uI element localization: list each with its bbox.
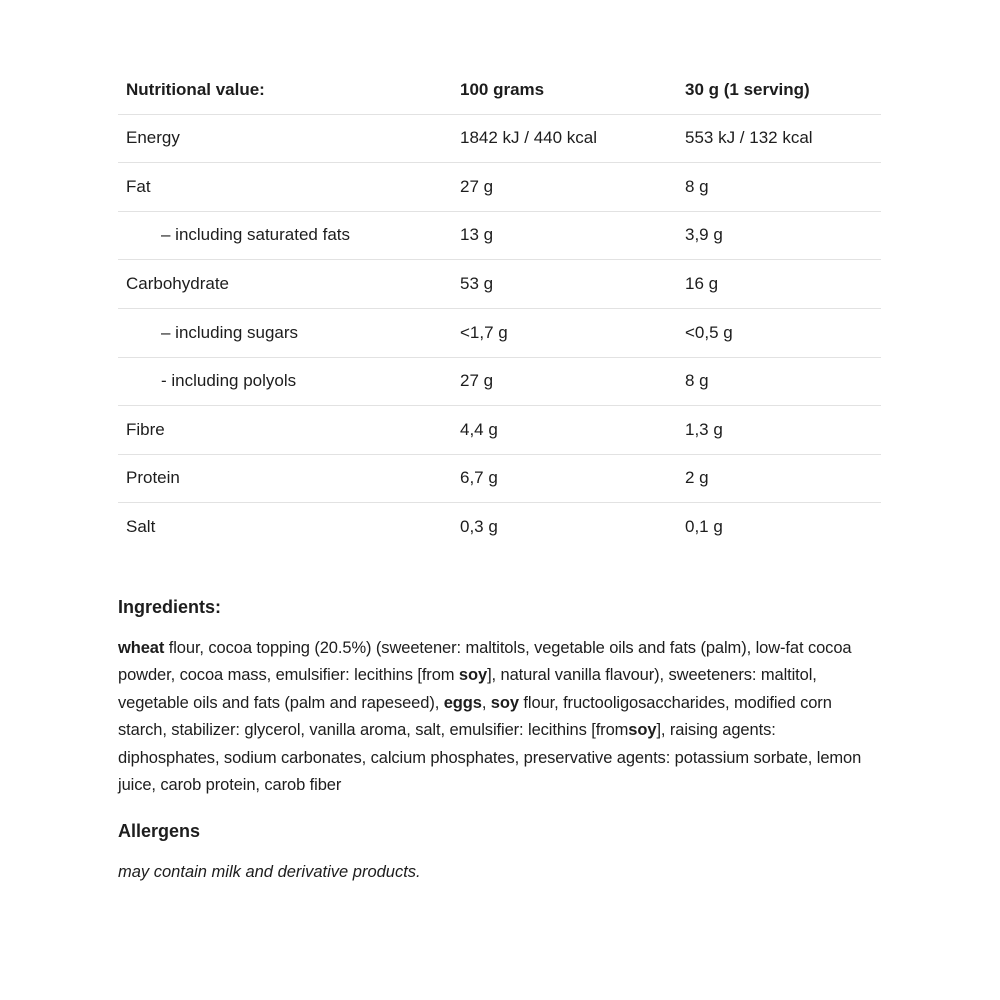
row-value-per-serving: 3,9 g (685, 225, 723, 245)
row-value-per-100g: 1842 kJ / 440 kcal (460, 128, 598, 148)
row-label: – including saturated fats (161, 225, 351, 245)
header-per-100g: 100 grams (460, 79, 545, 99)
row-value-per-serving: 8 g (685, 371, 709, 391)
row-label: – including sugars (161, 322, 299, 342)
row-label: Energy (126, 128, 180, 148)
row-label: Salt (126, 517, 156, 537)
table-row (118, 115, 881, 164)
table-row (118, 406, 881, 455)
table-row (118, 455, 881, 504)
table-row (118, 358, 881, 407)
row-value-per-100g: <1,7 g (460, 322, 508, 342)
allergens-heading: Allergens (118, 820, 201, 841)
row-value-per-serving: 0,1 g (685, 517, 723, 537)
row-value-per-serving: 16 g (685, 273, 719, 293)
table-header-row (118, 66, 881, 115)
row-label: - including polyols (161, 371, 297, 391)
table-row (118, 309, 881, 358)
row-value-per-serving: 2 g (685, 468, 709, 488)
allergens-note: may contain milk and derivative products. (118, 863, 421, 882)
row-value-per-100g: 4,4 g (460, 419, 498, 439)
row-value-per-100g: 53 g (460, 273, 494, 293)
table-row (118, 260, 881, 309)
row-label: Protein (126, 468, 180, 488)
row-value-per-100g: 6,7 g (460, 468, 498, 488)
row-value-per-serving: 553 kJ / 132 kcal (685, 128, 813, 148)
row-label: Fibre (126, 419, 165, 439)
row-value-per-100g: 27 g (460, 176, 494, 196)
table-row (118, 163, 881, 212)
label-content (118, 66, 881, 884)
row-label: Fat (126, 176, 151, 196)
table-row (118, 503, 881, 552)
row-value-per-serving: 8 g (685, 176, 709, 196)
row-value-per-100g: 13 g (460, 225, 494, 245)
row-value-per-serving: 1,3 g (685, 419, 723, 439)
header-per-serving: 30 g (1 serving) (685, 79, 810, 99)
table-row (118, 212, 881, 261)
row-value-per-100g: 27 g (460, 371, 494, 391)
row-label: Carbohydrate (126, 273, 230, 293)
ingredients-text: wheat flour, cocoa topping (20.5%) (sweetener: maltitols, vegetable oils and fats (palm), low-fat cocoa powder, cocoa mass, emulsifier: lecithins [from soy], natural vanilla flavour), sweeteners: maltitol, vegetable oils and fats (palm and rapeseed), eggs, soy flour, fructooligosaccharides, modified corn starch, stabilizer: glycerol, vanilla aroma, salt, emulsifier: lecithins [fromsoy], raising agents: diphosphates, sodium carbonates, calcium phosphates, preservative agents: potassium sorbate, lemon juice, carob protein, carob fiber (118, 638, 862, 795)
ingredients-heading: Ingredients: (118, 596, 222, 617)
row-value-per-100g: 0,3 g (460, 517, 498, 537)
nutrition-table (118, 66, 881, 552)
row-value-per-serving: <0,5 g (685, 322, 733, 342)
header-nutritional-value: Nutritional value: (126, 79, 265, 99)
nutrition-table-body (118, 115, 881, 552)
